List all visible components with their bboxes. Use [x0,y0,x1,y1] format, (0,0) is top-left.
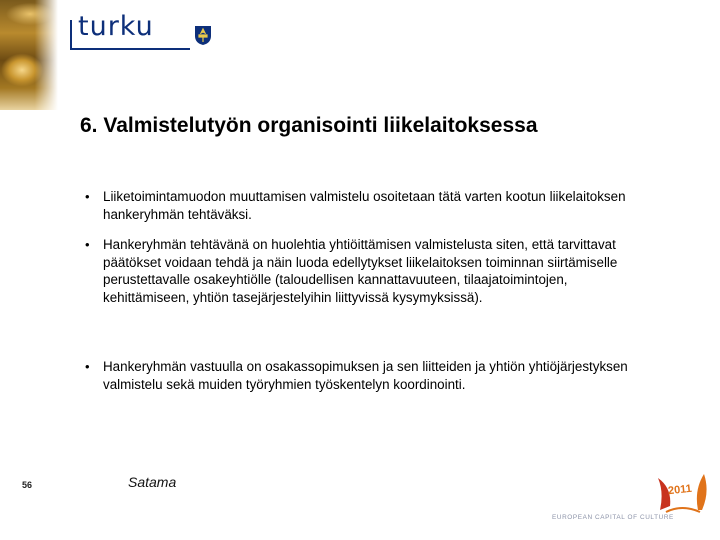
eca-year: 2011 [667,482,693,498]
logo-text: turku [78,11,154,42]
bullet-text: Hankeryhmän tehtävänä on huolehtia yhtiöittämisen valmistelusta siten, että tarvittavat päätökset voidaan tehdä ja näin luoda edellytykset liikelaitoksen toiminnan siirtämiselle perustettavalle osakeyhtiölle (taloudellisen kannattavuuteen, tilaajatoimintojen, kehittämiseen, yhtiön tasejärjestelyihin liittyvissä kysymyksissä). [103,237,618,305]
bullet-text: Liiketoimintamuodon muuttamisen valmistelu osoitetaan tätä varten kootun liikelaitoksen hankeryhmän tehtäväksi. [103,189,626,222]
bullet-marker: • [85,189,90,204]
european-capital-of-culture-logo [552,470,712,526]
bullet-item [85,358,645,393]
page-number: 56 [22,480,33,490]
bullet-text: Hankeryhmän vastuulla on osakassopimuksen ja sen liitteiden ja yhtiön yhtiöjärjestyksen valmistelu sekä muiden työryhmien työskentelyn koordinointi. [103,359,628,392]
bullet-marker: • [85,359,90,374]
bullet-item [85,236,645,306]
footer-name: Satama [128,474,177,490]
turku-crest-icon [193,24,213,46]
bullet-item [85,188,645,223]
corner-photo [0,0,58,110]
bullet-marker: • [85,237,90,252]
slide-title: 6. Valmistelutyön organisointi liikelaitoksessa [80,114,538,137]
eca-text: EUROPEAN CAPITAL OF CULTURE [552,514,674,521]
